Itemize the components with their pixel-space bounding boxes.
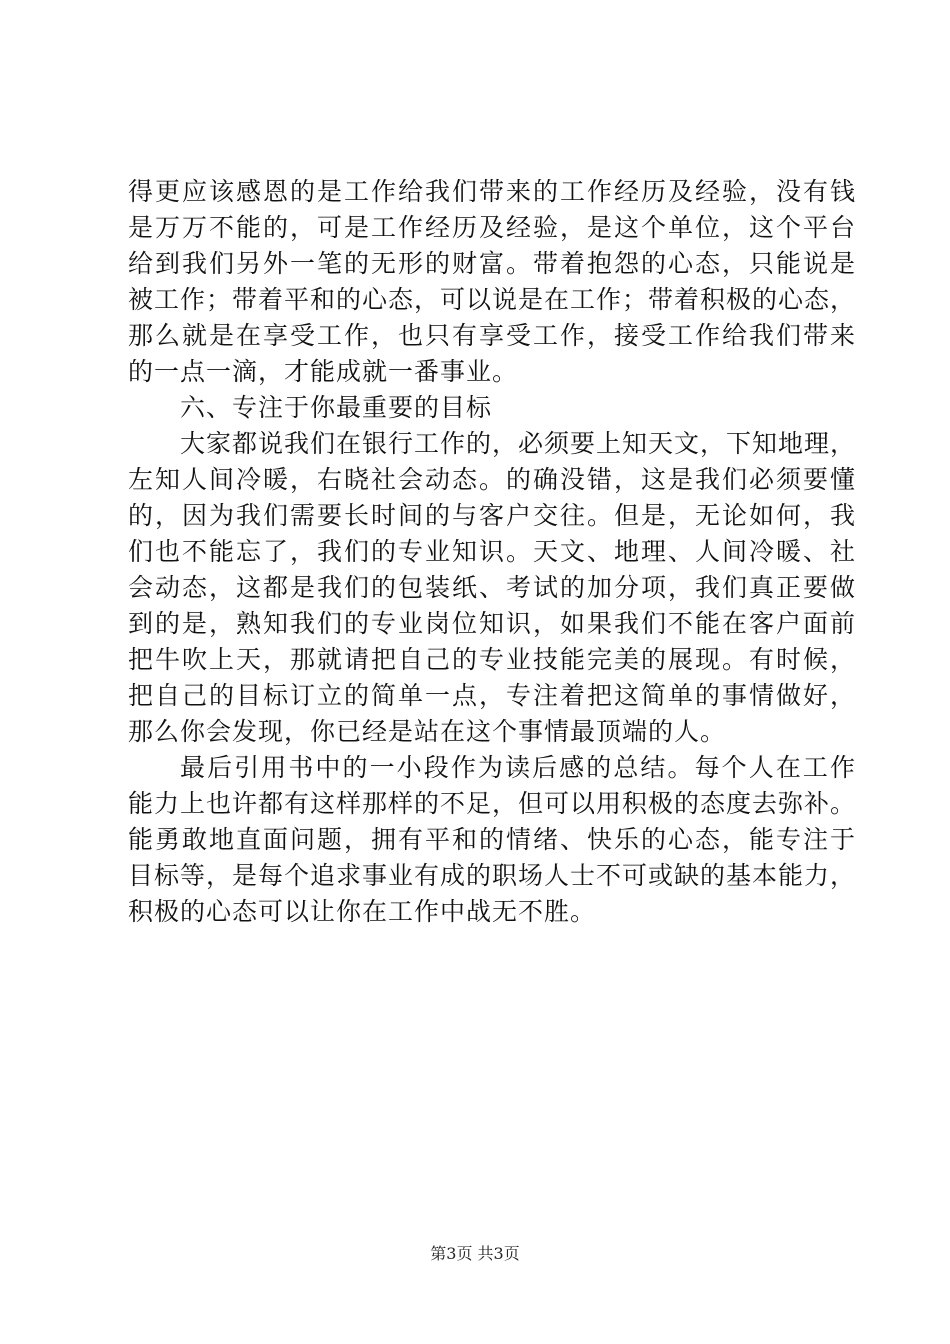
paragraph-line: 的，因为我们需要长时间的与客户交往。但是，无论如何，我 bbox=[128, 501, 856, 530]
paragraph-line: 能力上也许都有这样那样的不足，但可以用积极的态度去弥补。 bbox=[128, 789, 857, 818]
paragraph-line: 能勇敢地直面问题，拥有平和的情绪、快乐的心态，能专注于 bbox=[128, 825, 856, 854]
paragraph-line: 那么就是在享受工作，也只有享受工作，接受工作给我们带来 bbox=[128, 321, 856, 350]
paragraph-line: 会动态，这都是我们的包装纸、考试的加分项，我们真正要做 bbox=[128, 573, 856, 602]
paragraph-line: 那么你会发现，你已经是站在这个事情最顶端的人。 bbox=[128, 717, 727, 746]
paragraph-line: 积极的心态可以让你在工作中战无不胜。 bbox=[128, 897, 597, 926]
paragraph-line: 们也不能忘了，我们的专业知识。天文、地理、人间冷暖、社 bbox=[128, 537, 856, 566]
document-body bbox=[128, 174, 856, 930]
paragraph-line: 左知人间冷暖，右晓社会动态。的确没错，这是我们必须要懂 bbox=[128, 465, 856, 494]
page-footer: 第3页 共3页 bbox=[430, 1244, 520, 1263]
paragraph-line: 目标等，是每个追求事业有成的职场人士不可或缺的基本能力， bbox=[128, 861, 857, 890]
paragraph-line: 给到我们另外一笔的无形的财富。带着抱怨的心态，只能说是 bbox=[128, 249, 856, 278]
section-heading: 六、专注于你最重要的目标 bbox=[180, 393, 493, 422]
paragraph-line: 大家都说我们在银行工作的，必须要上知天文，下知地理， bbox=[180, 429, 857, 458]
paragraph-line: 的一点一滴，才能成就一番事业。 bbox=[128, 357, 519, 386]
paragraph-line: 是万万不能的，可是工作经历及经验，是这个单位，这个平台 bbox=[128, 213, 856, 242]
paragraph-line: 被工作；带着平和的心态，可以说是在工作；带着积极的心态， bbox=[128, 285, 857, 314]
paragraph-line: 得更应该感恩的是工作给我们带来的工作经历及经验，没有钱 bbox=[128, 177, 856, 206]
paragraph-line: 最后引用书中的一小段作为读后感的总结。每个人在工作 bbox=[180, 753, 856, 782]
paragraph-line: 把自己的目标订立的简单一点，专注着把这简单的事情做好， bbox=[128, 681, 856, 710]
paragraph-line: 到的是，熟知我们的专业岗位知识，如果我们不能在客户面前 bbox=[128, 609, 856, 638]
paragraph-line: 把牛吹上天，那就请把自己的专业技能完美的展现。有时候， bbox=[128, 645, 856, 674]
